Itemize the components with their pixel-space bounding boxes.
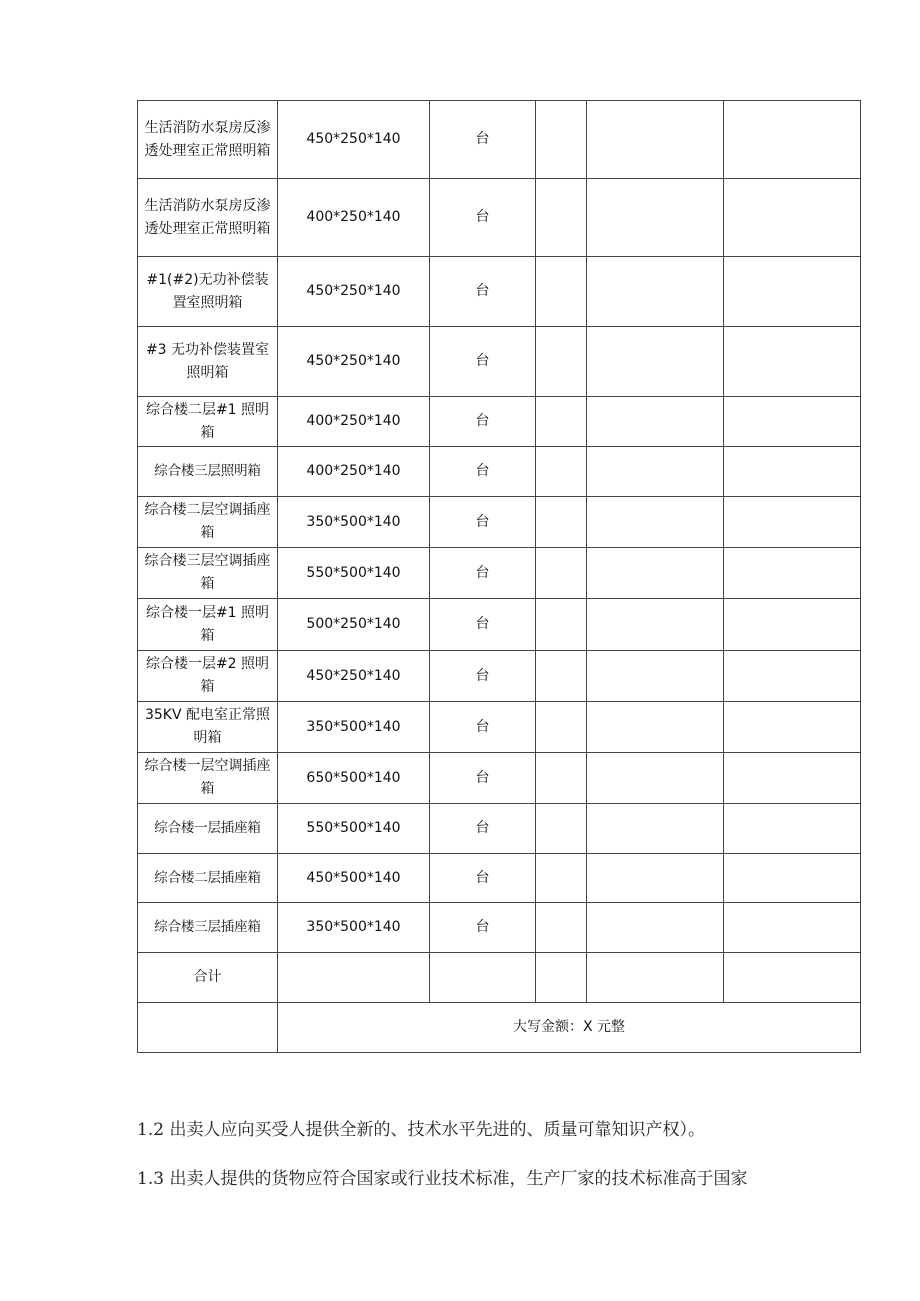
item-size: 400*250*140 [278,397,430,447]
item-name: 综合楼三层照明箱 [138,447,278,497]
total-cell [724,953,861,1003]
item-unit-price [587,447,724,497]
item-total-price [724,903,861,953]
item-total-price [724,327,861,397]
item-unit-price [587,497,724,548]
item-size: 400*250*140 [278,179,430,257]
item-name: #1(#2)无功补偿装置室照明箱 [138,257,278,327]
item-name: 综合楼三层空调插座箱 [138,548,278,599]
item-unit-price [587,548,724,599]
item-total-price [724,397,861,447]
item-name: 综合楼一层插座箱 [138,804,278,854]
item-quantity [536,651,587,702]
item-total-price [724,179,861,257]
amount-row [138,1003,861,1053]
table-row [138,327,861,397]
total-cell [587,953,724,1003]
item-unit: 台 [430,903,536,953]
table-row [138,702,861,753]
item-total-price [724,753,861,804]
item-unit-price [587,327,724,397]
table-row [138,179,861,257]
item-total-price [724,497,861,548]
item-unit-price [587,101,724,179]
item-unit-price [587,599,724,651]
item-unit-price [587,903,724,953]
item-size: 450*250*140 [278,101,430,179]
item-total-price [724,447,861,497]
item-quantity [536,753,587,804]
total-cell [536,953,587,1003]
item-size: 550*500*140 [278,548,430,599]
item-size: 350*500*140 [278,702,430,753]
item-quantity [536,257,587,327]
items-table [137,100,861,1053]
item-unit-price [587,804,724,854]
item-unit: 台 [430,599,536,651]
amount-in-words: 大写金额：X 元整 [278,1003,861,1053]
item-name: 生活消防水泵房反渗透处理室正常照明箱 [138,179,278,257]
item-total-price [724,257,861,327]
item-quantity [536,397,587,447]
item-quantity [536,548,587,599]
table-row [138,599,861,651]
item-unit: 台 [430,397,536,447]
item-unit: 台 [430,548,536,599]
item-quantity [536,179,587,257]
item-total-price [724,599,861,651]
table-row [138,101,861,179]
item-unit-price [587,651,724,702]
item-size: 400*250*140 [278,447,430,497]
item-total-price [724,702,861,753]
item-quantity [536,101,587,179]
item-unit-price [587,753,724,804]
item-size: 650*500*140 [278,753,430,804]
item-unit: 台 [430,651,536,702]
item-name: 综合楼二层插座箱 [138,854,278,903]
item-total-price [724,101,861,179]
table-row [138,497,861,548]
item-quantity [536,327,587,397]
item-name: 综合楼二层空调插座箱 [138,497,278,548]
item-unit: 台 [430,447,536,497]
table-row [138,397,861,447]
table-row [138,447,861,497]
item-size: 450*500*140 [278,854,430,903]
item-unit-price [587,702,724,753]
item-unit-price [587,179,724,257]
item-quantity [536,804,587,854]
item-total-price [724,651,861,702]
total-label: 合计 [138,953,278,1003]
total-cell [430,953,536,1003]
item-unit: 台 [430,101,536,179]
item-name: 35KV 配电室正常照明箱 [138,702,278,753]
amount-blank-cell [138,1003,278,1053]
item-size: 500*250*140 [278,599,430,651]
item-name: #3 无功补偿装置室照明箱 [138,327,278,397]
clause-1-2: 1.2 出卖人应向买受人提供全新的、技术水平先进的、质量可靠知识产权）。 [137,1120,705,1140]
item-quantity [536,599,587,651]
item-name: 综合楼三层插座箱 [138,903,278,953]
total-cell [278,953,430,1003]
table-row [138,903,861,953]
clause-1-3: 1.3 出卖人提供的货物应符合国家或行业技术标准，生产厂家的技术标准高于国家 [137,1169,748,1189]
item-unit-price [587,257,724,327]
items-table-body [138,101,861,1053]
item-total-price [724,804,861,854]
item-unit: 台 [430,327,536,397]
item-unit: 台 [430,497,536,548]
item-size: 450*250*140 [278,257,430,327]
item-unit: 台 [430,257,536,327]
item-total-price [724,548,861,599]
item-quantity [536,702,587,753]
item-unit: 台 [430,179,536,257]
item-size: 350*500*140 [278,497,430,548]
item-unit-price [587,854,724,903]
item-total-price [724,854,861,903]
item-name: 综合楼一层空调插座箱 [138,753,278,804]
item-unit: 台 [430,753,536,804]
item-unit: 台 [430,702,536,753]
table-row [138,257,861,327]
table-row [138,753,861,804]
item-size: 450*250*140 [278,651,430,702]
item-size: 550*500*140 [278,804,430,854]
item-quantity [536,447,587,497]
item-quantity [536,854,587,903]
item-name: 生活消防水泵房反渗透处理室正常照明箱 [138,101,278,179]
table-row [138,854,861,903]
table-row [138,804,861,854]
item-unit: 台 [430,804,536,854]
item-unit-price [587,397,724,447]
item-size: 350*500*140 [278,903,430,953]
table-row [138,651,861,702]
item-quantity [536,903,587,953]
item-size: 450*250*140 [278,327,430,397]
item-name: 综合楼二层#1 照明箱 [138,397,278,447]
total-row [138,953,861,1003]
item-name: 综合楼一层#2 照明箱 [138,651,278,702]
item-name: 综合楼一层#1 照明箱 [138,599,278,651]
item-unit: 台 [430,854,536,903]
item-quantity [536,497,587,548]
table-row [138,548,861,599]
